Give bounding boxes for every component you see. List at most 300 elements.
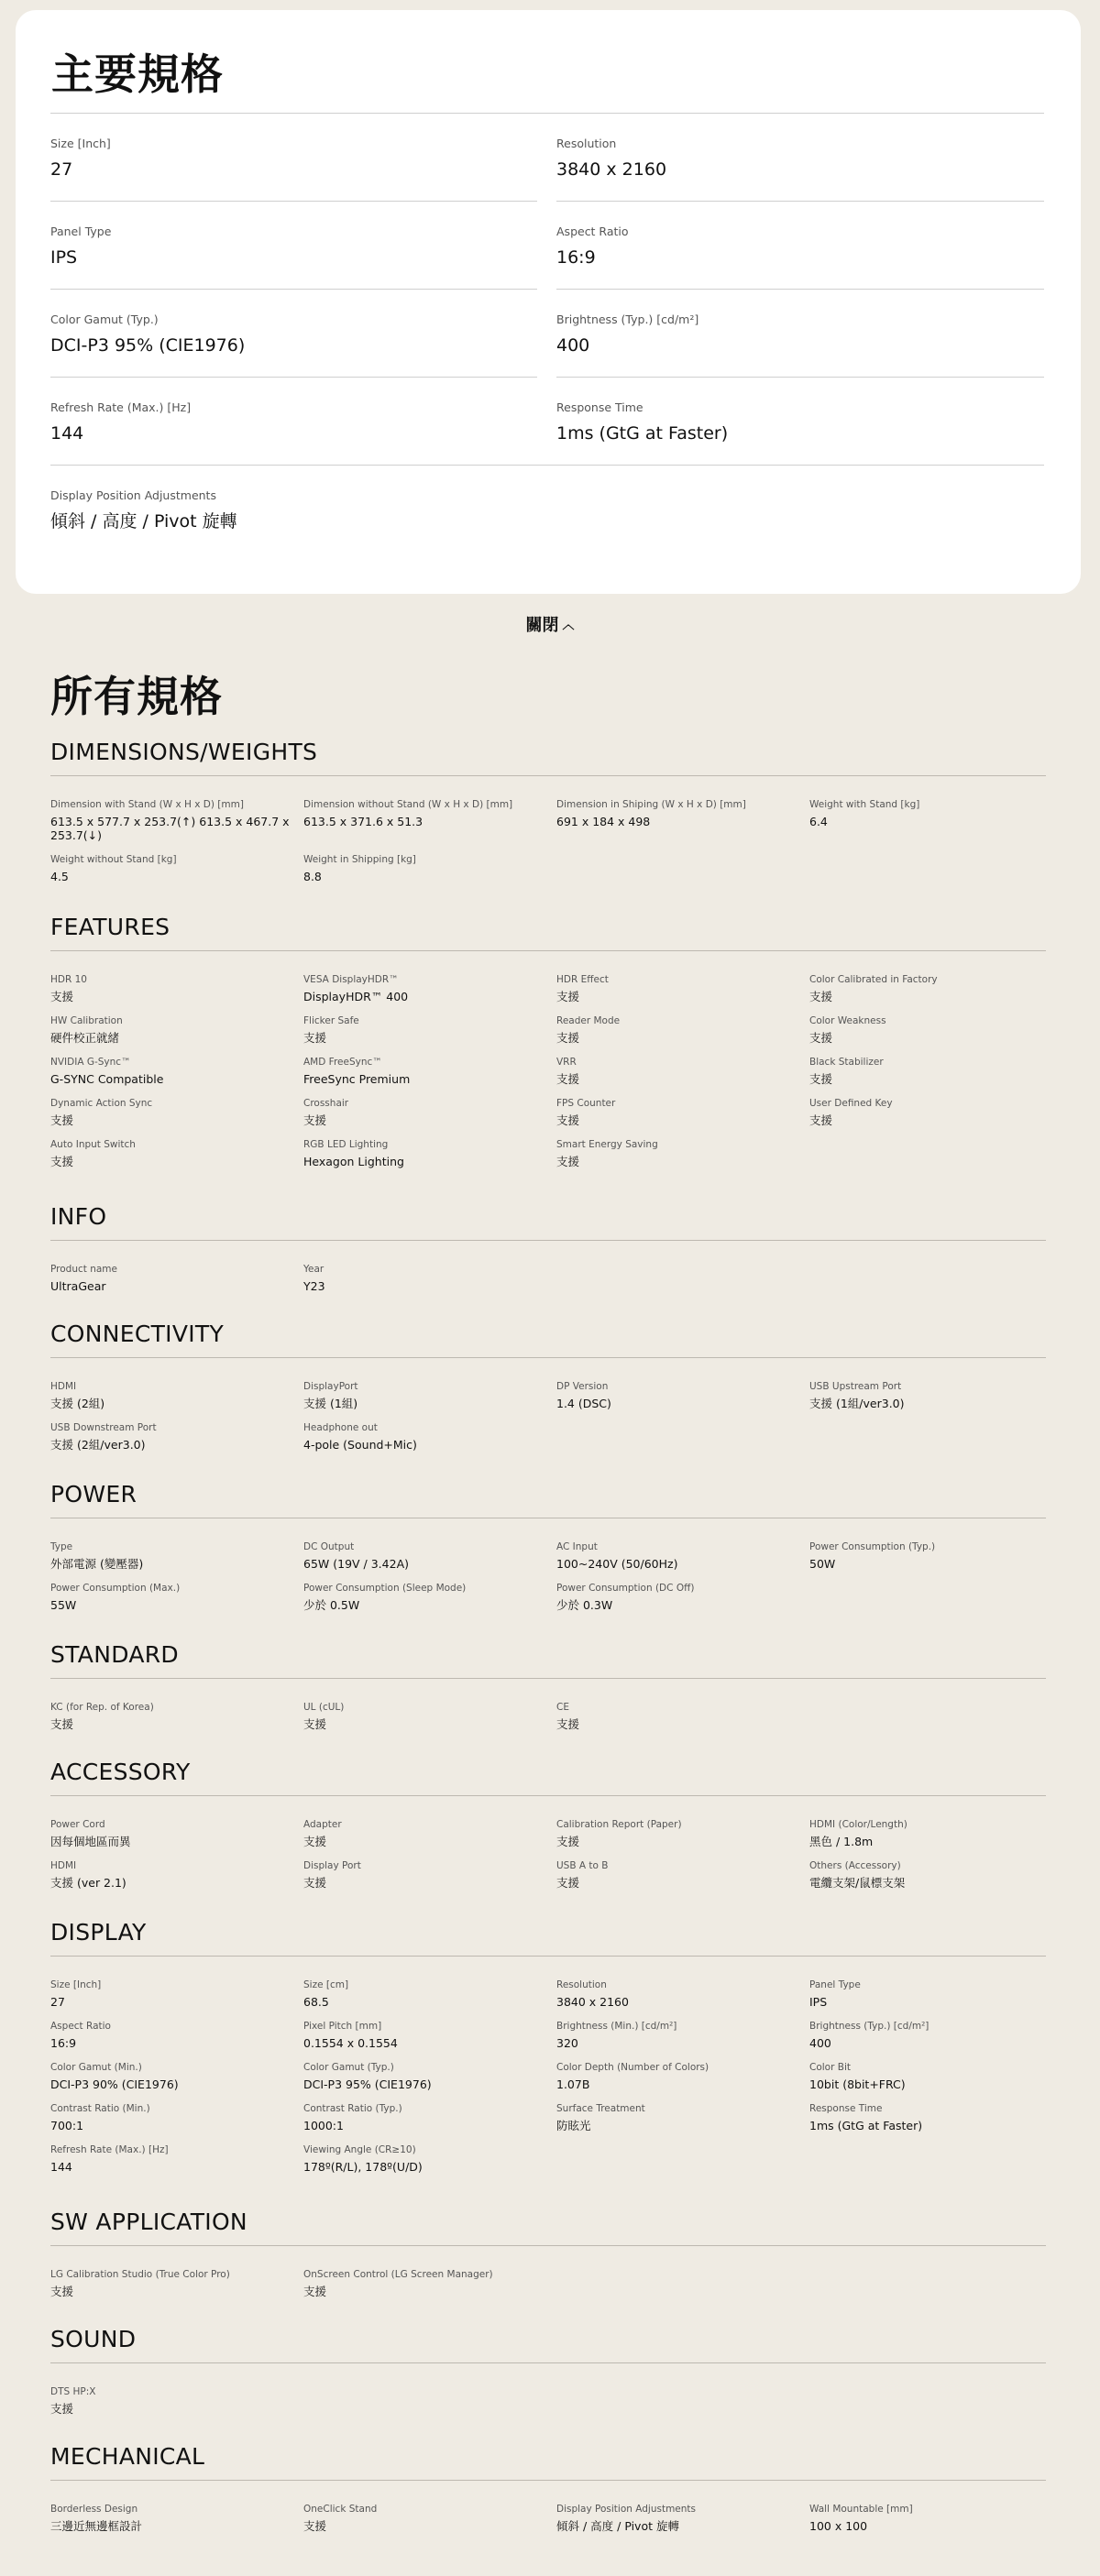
spec-value: 1ms (GtG at Faster) <box>556 423 729 444</box>
divider <box>556 289 1044 290</box>
spec-value: 144 <box>50 2160 72 2174</box>
spec-label: RGB LED Lighting <box>303 1139 389 1150</box>
spec-value: Y23 <box>303 1279 325 1293</box>
spec-item <box>809 1097 1046 1127</box>
spec-item <box>303 1701 556 1731</box>
spec-value: 支援 <box>303 2285 327 2298</box>
key-specs-card <box>16 10 1081 594</box>
spec-value: 支援 <box>303 1876 327 1890</box>
spec-value: 8.8 <box>303 870 322 883</box>
spec-value: 傾斜 / 高度 / Pivot 旋轉 <box>50 511 237 532</box>
spec-label: Brightness (Min.) [cd/m²] <box>556 2021 677 2032</box>
spec-value: 支援 (1組/ver3.0) <box>809 1397 905 1410</box>
spec-value: 支援 (2組/ver3.0) <box>50 1438 146 1452</box>
spec-value: 50W <box>809 1557 836 1571</box>
spec-label: Power Cord <box>50 1819 105 1830</box>
spec-label: Dimension without Stand (W x H x D) [mm] <box>303 799 513 810</box>
spec-value: 支援 <box>556 990 580 1003</box>
spec-item <box>809 1014 1046 1045</box>
spec-item <box>50 1979 303 2009</box>
spec-value: 支援 <box>50 2285 74 2298</box>
spec-label: CE <box>556 1702 569 1713</box>
spec-section <box>50 1641 1046 1731</box>
spec-label: Crosshair <box>303 1098 349 1109</box>
spec-label: Display Position Adjustments <box>50 488 216 502</box>
spec-label: Power Consumption (Typ.) <box>809 1541 936 1552</box>
spec-value: 4-pole (Sound+Mic) <box>303 1438 417 1452</box>
spec-item <box>809 2102 1046 2132</box>
divider <box>50 1795 1046 1796</box>
spec-item <box>556 2102 809 2132</box>
spec-label: Type <box>50 1541 73 1552</box>
spec-label: Black Stabilizer <box>809 1057 884 1068</box>
divider <box>50 2362 1046 2363</box>
spec-grid <box>50 1979 1046 2174</box>
divider <box>556 201 1044 202</box>
spec-item <box>809 2061 1046 2091</box>
spec-value: 1ms (GtG at Faster) <box>809 2119 923 2132</box>
spec-value: 支援 <box>303 1113 327 1127</box>
key-spec-item <box>50 312 245 356</box>
spec-label: Panel Type <box>809 1979 861 1990</box>
spec-label: Color Gamut (Min.) <box>50 2062 142 2073</box>
spec-label: OneClick Stand <box>303 2504 378 2515</box>
spec-item <box>50 2102 303 2132</box>
spec-label: HDMI <box>50 1860 77 1871</box>
spec-label: KC (for Rep. of Korea) <box>50 1702 154 1713</box>
spec-label: Size [cm] <box>303 1979 349 1990</box>
spec-item <box>809 2020 1046 2050</box>
spec-label: Viewing Angle (CR≥10) <box>303 2144 416 2155</box>
spec-item <box>809 1540 1046 1571</box>
spec-section <box>50 739 1046 883</box>
spec-item <box>556 1014 809 1045</box>
spec-item <box>809 1818 1046 1848</box>
spec-value: 支援 <box>303 1835 327 1848</box>
spec-label: Response Time <box>556 400 644 414</box>
spec-value: 27 <box>50 1995 65 2009</box>
spec-item <box>303 798 556 842</box>
spec-item <box>50 1582 303 1612</box>
spec-item <box>303 1979 556 2009</box>
spec-item <box>556 798 809 842</box>
spec-label: Auto Input Switch <box>50 1139 136 1150</box>
spec-value: IPS <box>50 247 78 268</box>
spec-item <box>50 2020 303 2050</box>
spec-section <box>50 1481 1046 1612</box>
spec-label: Power Consumption (Sleep Mode) <box>303 1583 467 1594</box>
spec-item <box>50 2268 303 2298</box>
spec-item <box>303 2143 556 2174</box>
spec-value: 傾斜 / 高度 / Pivot 旋轉 <box>556 2519 679 2533</box>
spec-label: Brightness (Typ.) [cd/m²] <box>809 2021 930 2032</box>
spec-label: DC Output <box>303 1541 355 1552</box>
key-spec-item <box>556 137 666 181</box>
divider <box>50 377 537 378</box>
divider <box>50 289 537 290</box>
spec-item <box>556 2020 809 2050</box>
spec-label: Weight without Stand [kg] <box>50 854 177 865</box>
section-title: DIMENSIONS/WEIGHTS <box>50 739 318 765</box>
spec-value: 613.5 x 371.6 x 51.3 <box>303 815 424 828</box>
spec-value: DisplayHDR™ 400 <box>303 990 409 1003</box>
spec-label: Contrast Ratio (Typ.) <box>303 2103 402 2114</box>
spec-label: DTS HP:X <box>50 2386 96 2397</box>
divider <box>50 1240 1046 1241</box>
spec-value: 支援 <box>809 1031 833 1045</box>
spec-value: 178º(R/L), 178º(U/D) <box>303 2160 423 2174</box>
spec-value: 少於 0.5W <box>303 1598 360 1612</box>
spec-label: USB A to B <box>556 1860 609 1871</box>
spec-grid <box>50 1540 1046 1612</box>
spec-value: 支援 <box>556 1113 580 1127</box>
spec-item <box>303 1818 556 1848</box>
spec-grid <box>50 1263 1046 1293</box>
spec-label: Aspect Ratio <box>556 225 629 238</box>
key-spec-item <box>556 312 698 356</box>
spec-label: Reader Mode <box>556 1015 621 1026</box>
spec-value: 400 <box>809 2036 831 2050</box>
spec-item <box>809 1979 1046 2009</box>
spec-grid <box>50 1818 1046 1890</box>
spec-label: Smart Energy Saving <box>556 1139 658 1150</box>
spec-item <box>303 973 556 1003</box>
spec-value: 16:9 <box>50 2036 77 2050</box>
spec-value: 支援 <box>556 1155 580 1168</box>
key-spec-item <box>50 137 111 181</box>
spec-grid <box>50 1380 1046 1452</box>
spec-label: NVIDIA G-Sync™ <box>50 1057 131 1068</box>
spec-label: Panel Type <box>50 225 112 238</box>
section-title: ACCESSORY <box>50 1759 191 1785</box>
spec-label: Resolution <box>556 137 617 150</box>
divider <box>50 1678 1046 1679</box>
spec-item <box>809 1380 1046 1410</box>
spec-label: Product name <box>50 1264 117 1275</box>
spec-section <box>50 2326 1046 2416</box>
spec-label: FPS Counter <box>556 1098 616 1109</box>
spec-label: OnScreen Control (LG Screen Manager) <box>303 2269 493 2280</box>
spec-item <box>556 1582 809 1612</box>
section-title: SW APPLICATION <box>50 2209 248 2235</box>
spec-value: 3840 x 2160 <box>556 1995 629 2009</box>
spec-value: 6.4 <box>809 815 828 828</box>
spec-item <box>50 1263 303 1293</box>
divider <box>50 1357 1046 1358</box>
spec-value: 支援 <box>556 1876 580 1890</box>
spec-item <box>303 2503 556 2533</box>
spec-label: AMD FreeSync™ <box>303 1057 382 1068</box>
spec-item <box>50 1138 303 1168</box>
spec-label: Resolution <box>556 1979 607 1990</box>
spec-value: 支援 <box>50 990 74 1003</box>
spec-label: VESA DisplayHDR™ <box>303 974 399 985</box>
spec-section <box>50 2443 1046 2533</box>
spec-label: Contrast Ratio (Min.) <box>50 2103 150 2114</box>
key-spec-item <box>50 488 237 532</box>
spec-item <box>50 2503 303 2533</box>
spec-value: 1.07B <box>556 2077 590 2091</box>
spec-value: FreeSync Premium <box>303 1072 411 1086</box>
divider <box>50 2245 1046 2246</box>
spec-value: 外部電源 (變壓器) <box>50 1557 144 1571</box>
spec-item <box>50 1701 303 1731</box>
spec-item <box>303 1056 556 1086</box>
spec-item <box>50 2143 303 2174</box>
spec-item <box>303 1138 556 1168</box>
spec-grid <box>50 2503 1046 2533</box>
spec-item <box>556 973 809 1003</box>
spec-item <box>50 2385 303 2416</box>
collapse-toggle-button[interactable] <box>0 612 1100 636</box>
section-title: INFO <box>50 1203 107 1230</box>
spec-value: 4.5 <box>50 870 69 883</box>
spec-label: Color Bit <box>809 2062 851 2073</box>
spec-label: Wall Mountable [mm] <box>809 2504 913 2515</box>
spec-value: 支援 <box>303 1717 327 1731</box>
spec-label: Refresh Rate (Max.) [Hz] <box>50 400 192 414</box>
spec-value: 27 <box>50 159 73 180</box>
spec-item <box>50 1421 303 1452</box>
section-title: DISPLAY <box>50 1919 147 1946</box>
section-title: POWER <box>50 1481 138 1507</box>
spec-item <box>556 1701 809 1731</box>
spec-label: Dimension with Stand (W x H x D) [mm] <box>50 799 244 810</box>
spec-value: Hexagon Lighting <box>303 1155 404 1168</box>
section-title: CONNECTIVITY <box>50 1321 225 1347</box>
spec-label: Color Gamut (Typ.) <box>303 2062 394 2073</box>
spec-label: Power Consumption (DC Off) <box>556 1583 695 1594</box>
spec-item <box>303 1859 556 1890</box>
spec-section <box>50 1919 1046 2174</box>
spec-value: 支援 <box>556 1717 580 1731</box>
spec-label: DisplayPort <box>303 1381 358 1392</box>
spec-label: Dynamic Action Sync <box>50 1098 153 1109</box>
spec-section <box>50 914 1046 1168</box>
spec-label: HDMI <box>50 1381 77 1392</box>
spec-item <box>50 1380 303 1410</box>
spec-item <box>303 1540 556 1571</box>
spec-value: 少於 0.3W <box>556 1598 613 1612</box>
spec-grid <box>50 973 1046 1168</box>
divider <box>50 465 1044 466</box>
spec-item <box>50 973 303 1003</box>
section-title: MECHANICAL <box>50 2443 205 2470</box>
spec-item <box>556 1859 809 1890</box>
spec-item <box>50 853 303 883</box>
spec-item <box>556 1097 809 1127</box>
spec-item <box>303 1582 556 1612</box>
key-spec-item <box>556 400 728 444</box>
spec-value: 支援 <box>50 1113 74 1127</box>
spec-label: Weight in Shipping [kg] <box>303 854 416 865</box>
key-spec-item <box>50 400 191 444</box>
spec-label: Refresh Rate (Max.) [Hz] <box>50 2144 169 2155</box>
spec-label: Display Position Adjustments <box>556 2504 697 2515</box>
chevron-up-icon: ︿ <box>562 619 575 632</box>
spec-value: 65W (19V / 3.42A) <box>303 1557 409 1571</box>
spec-item <box>809 798 1046 842</box>
spec-value: 10bit (8bit+FRC) <box>809 2077 906 2091</box>
divider <box>556 377 1044 378</box>
spec-label: USB Downstream Port <box>50 1422 157 1433</box>
spec-item <box>303 2102 556 2132</box>
spec-label: HDR 10 <box>50 974 87 985</box>
spec-label: AC Input <box>556 1541 598 1552</box>
spec-value: 支援 <box>809 990 833 1003</box>
spec-item <box>556 2061 809 2091</box>
spec-item <box>303 1421 556 1452</box>
spec-value: 支援 <box>303 1031 327 1045</box>
spec-value: 支援 (ver 2.1) <box>50 1876 126 1890</box>
spec-grid <box>50 1701 1046 1731</box>
spec-value: 100 x 100 <box>809 2519 868 2533</box>
spec-label: Display Port <box>303 1860 361 1871</box>
spec-value: 電纜支架/鼠標支架 <box>809 1876 906 1890</box>
spec-item <box>50 1540 303 1571</box>
spec-label: Brightness (Typ.) [cd/m²] <box>556 312 699 326</box>
key-specs-title: 主要規格 <box>51 49 224 99</box>
spec-label: Color Weakness <box>809 1015 886 1026</box>
divider <box>50 2480 1046 2481</box>
spec-label: Response Time <box>809 2103 883 2114</box>
spec-label: Calibration Report (Paper) <box>556 1819 682 1830</box>
spec-label: Size [Inch] <box>50 137 111 150</box>
spec-value: 320 <box>556 2036 578 2050</box>
spec-item <box>556 1818 809 1848</box>
spec-label: Size [Inch] <box>50 1979 102 1990</box>
spec-value: DCI-P3 90% (CIE1976) <box>50 2077 179 2091</box>
spec-item <box>50 1818 303 1848</box>
spec-label: USB Upstream Port <box>809 1381 902 1392</box>
toggle-label: 關閉 <box>525 616 559 635</box>
spec-item <box>556 1138 809 1168</box>
spec-item <box>50 798 303 842</box>
spec-item <box>303 2061 556 2091</box>
spec-item <box>556 2503 809 2533</box>
spec-value: 613.5 x 577.7 x 253.7(↑) 613.5 x 467.7 x 253.7(↓) <box>50 815 290 842</box>
spec-section <box>50 1321 1046 1452</box>
spec-value: 144 <box>50 423 84 444</box>
spec-value: 400 <box>556 335 590 356</box>
spec-section <box>50 1759 1046 1890</box>
spec-label: Dimension in Shiping (W x H x D) [mm] <box>556 799 746 810</box>
spec-label: Pixel Pitch [mm] <box>303 2021 382 2032</box>
spec-value: UltraGear <box>50 1279 106 1293</box>
spec-value: 1.4 (DSC) <box>556 1397 611 1410</box>
spec-item <box>809 973 1046 1003</box>
spec-label: HDMI (Color/Length) <box>809 1819 908 1830</box>
spec-item <box>556 1380 809 1410</box>
spec-item <box>303 1014 556 1045</box>
spec-value: 硬件校正就緒 <box>50 1031 120 1045</box>
spec-item <box>50 1097 303 1127</box>
spec-value: 黑色 / 1.8m <box>809 1835 874 1848</box>
spec-item <box>303 1097 556 1127</box>
spec-item <box>50 1859 303 1890</box>
spec-item <box>303 2020 556 2050</box>
spec-value: 防眩光 <box>556 2119 591 2132</box>
key-spec-item <box>50 225 111 269</box>
divider <box>50 1956 1046 1957</box>
divider <box>50 950 1046 951</box>
spec-item <box>50 1014 303 1045</box>
spec-value: 支援 <box>50 1155 74 1168</box>
spec-label: VRR <box>556 1057 577 1068</box>
spec-label: Adapter <box>303 1819 342 1830</box>
spec-value: 支援 <box>50 1717 74 1731</box>
spec-label: Others (Accessory) <box>809 1860 901 1871</box>
spec-value: 0.1554 x 0.1554 <box>303 2036 398 2050</box>
spec-item <box>50 2061 303 2091</box>
spec-value: G-SYNC Compatible <box>50 1072 164 1086</box>
spec-section <box>50 2209 1046 2298</box>
section-title: STANDARD <box>50 1641 179 1668</box>
spec-item <box>556 1540 809 1571</box>
spec-label: UL (cUL) <box>303 1702 345 1713</box>
spec-label: User Defined Key <box>809 1098 893 1109</box>
spec-item <box>556 1056 809 1086</box>
spec-label: Color Gamut (Typ.) <box>50 312 159 326</box>
spec-value: 支援 <box>809 1072 833 1086</box>
spec-value: 68.5 <box>303 1995 329 2009</box>
all-specs-title: 所有規格 <box>50 672 223 721</box>
spec-label: Flicker Safe <box>303 1015 359 1026</box>
spec-label: Aspect Ratio <box>50 2021 111 2032</box>
section-title: FEATURES <box>50 914 170 940</box>
spec-value: 支援 <box>50 2402 74 2416</box>
spec-value: 支援 <box>303 2519 327 2533</box>
key-spec-item <box>556 225 629 269</box>
spec-grid <box>50 2268 1046 2298</box>
spec-value: 3840 x 2160 <box>556 159 667 180</box>
spec-label: DP Version <box>556 1381 609 1392</box>
spec-value: 700:1 <box>50 2119 84 2132</box>
spec-label: Year <box>303 1264 324 1275</box>
spec-value: 691 x 184 x 498 <box>556 815 651 828</box>
spec-value: 支援 <box>556 1072 580 1086</box>
spec-value: 1000:1 <box>303 2119 344 2132</box>
spec-item <box>303 1263 556 1293</box>
spec-value: DCI-P3 95% (CIE1976) <box>50 335 246 356</box>
spec-value: 支援 <box>556 1835 580 1848</box>
spec-value: 支援 (2組) <box>50 1397 105 1410</box>
spec-value: 100~240V (50/60Hz) <box>556 1557 678 1571</box>
section-title: SOUND <box>50 2326 137 2352</box>
spec-value: 支援 (1組) <box>303 1397 358 1410</box>
spec-value: 55W <box>50 1598 77 1612</box>
spec-value: 支援 <box>809 1113 833 1127</box>
spec-item <box>809 1056 1046 1086</box>
spec-label: LG Calibration Studio (True Color Pro) <box>50 2269 230 2280</box>
spec-item <box>809 1859 1046 1890</box>
spec-label: Weight with Stand [kg] <box>809 799 920 810</box>
spec-label: HDR Effect <box>556 974 609 985</box>
spec-item <box>303 1380 556 1410</box>
spec-item <box>809 2503 1046 2533</box>
spec-value: 因每個地區而異 <box>50 1835 131 1848</box>
divider <box>50 113 1044 114</box>
spec-label: Power Consumption (Max.) <box>50 1583 181 1594</box>
spec-item <box>556 1979 809 2009</box>
spec-item <box>303 853 556 883</box>
spec-grid <box>50 2385 1046 2416</box>
spec-section <box>50 1203 1046 1293</box>
spec-label: Headphone out <box>303 1422 378 1433</box>
divider <box>50 775 1046 776</box>
spec-value: 支援 <box>556 1031 580 1045</box>
spec-item <box>303 2268 556 2298</box>
